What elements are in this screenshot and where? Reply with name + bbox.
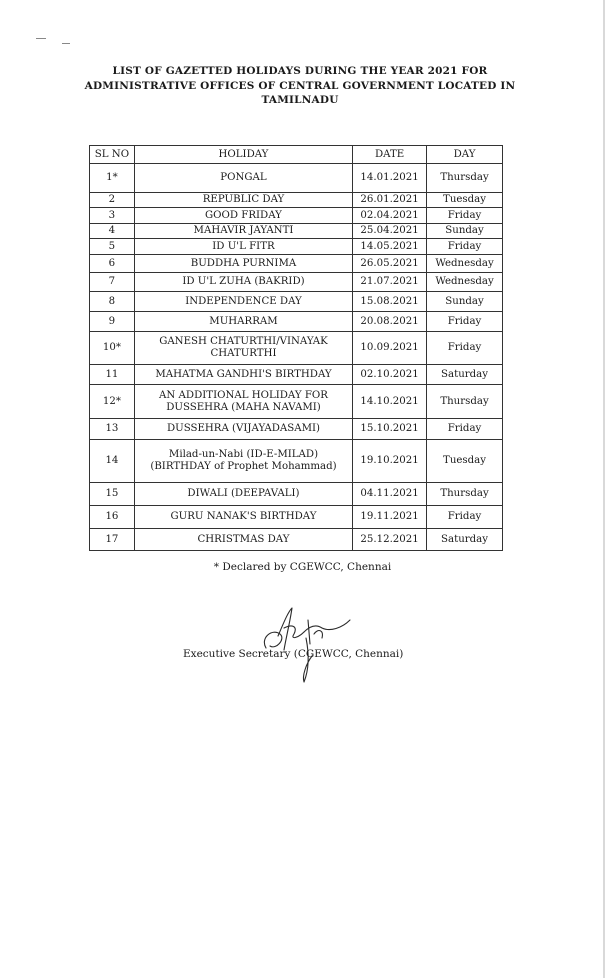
table-row	[90, 164, 503, 193]
cell-sl-no: 13	[90, 419, 135, 440]
cell-holiday	[134, 193, 352, 208]
cell-holiday	[134, 312, 352, 332]
cell-holiday	[134, 440, 352, 483]
cell-date: 26.05.2021	[353, 255, 427, 273]
cell-holiday	[134, 365, 352, 385]
cell-holiday	[134, 224, 352, 239]
header-date: DATE	[353, 146, 427, 164]
table-row	[90, 440, 503, 483]
holiday-name-line-2: (BIRTHDAY of Prophet Mohammad)	[150, 461, 337, 472]
holiday-table	[89, 145, 503, 551]
cell-date: 10.09.2021	[353, 332, 427, 365]
cell-date: 14.10.2021	[353, 385, 427, 419]
cell-day: Sunday	[427, 224, 503, 239]
holiday-name: ID U'L FITR	[212, 240, 275, 252]
cell-date: 21.07.2021	[353, 273, 427, 292]
cell-holiday	[134, 273, 352, 292]
holiday-name: REPUBLIC DAY	[202, 194, 285, 205]
table-row	[90, 273, 503, 292]
holiday-name: MAHATMA GANDHI'S BIRTHDAY	[155, 368, 332, 380]
cell-day: Wednesday	[427, 255, 503, 273]
cell-date: 14.01.2021	[353, 164, 427, 193]
table-row	[90, 312, 503, 332]
header-sl-no: SL NO	[90, 146, 135, 164]
holiday-name: GOOD FRIDAY	[205, 209, 282, 221]
cell-day: Thursday	[427, 164, 503, 193]
cell-holiday	[134, 208, 352, 224]
cell-day: Friday	[427, 332, 503, 365]
title-line-3: TAMILNADU	[261, 94, 339, 106]
cell-sl-no: 16	[90, 506, 135, 529]
table-row	[90, 193, 503, 208]
cell-date: 25.04.2021	[353, 224, 427, 239]
cell-day: Saturday	[427, 529, 503, 551]
table-row	[90, 529, 503, 551]
cell-date: 02.04.2021	[353, 208, 427, 224]
holiday-name-line-2: CHATURTHI	[210, 348, 277, 359]
table-row	[90, 239, 503, 255]
holiday-name: MUHARRAM	[209, 315, 278, 327]
holiday-name: PONGAL	[220, 172, 267, 183]
table-row	[90, 332, 503, 365]
cell-day: Thursday	[427, 385, 503, 419]
cell-holiday	[134, 332, 352, 365]
holiday-name: AN ADDITIONAL HOLIDAY FOR	[159, 389, 328, 401]
signatory-designation: Executive Secretary (CGEWCC, Chennai)	[183, 648, 404, 660]
cell-day: Friday	[427, 312, 503, 332]
cell-sl-no: 14	[90, 440, 135, 483]
cell-date: 19.10.2021	[353, 440, 427, 483]
cell-day: Friday	[427, 208, 503, 224]
holiday-name: ID U'L ZUHA (BAKRID)	[182, 276, 305, 287]
scan-mark	[36, 38, 46, 39]
cell-date: 19.11.2021	[353, 506, 427, 529]
cell-sl-no: 6	[90, 255, 135, 273]
cell-day: Tuesday	[427, 193, 503, 208]
cell-day: Thursday	[427, 483, 503, 506]
table-row	[90, 483, 503, 506]
cell-date: 15.08.2021	[353, 292, 427, 312]
holiday-name: GANESH CHATURTHI/VINAYAK	[159, 336, 328, 347]
cell-holiday	[134, 506, 352, 529]
cell-sl-no: 4	[90, 224, 135, 239]
cell-sl-no: 7	[90, 273, 135, 292]
holiday-name: CHRISTMAS DAY	[197, 533, 290, 545]
cell-date: 25.12.2021	[353, 529, 427, 551]
cell-holiday	[134, 483, 352, 506]
title-line-1: LIST OF GAZETTED HOLIDAYS DURING THE YEAR 2021 FOR	[112, 65, 488, 77]
cell-sl-no: 12*	[90, 385, 135, 419]
table-row	[90, 365, 503, 385]
table-row	[90, 255, 503, 273]
cell-sl-no: 11	[90, 365, 135, 385]
table-row	[90, 419, 503, 440]
header-day: DAY	[427, 146, 503, 164]
scan-mark	[62, 43, 70, 44]
cell-holiday	[134, 255, 352, 273]
cell-sl-no: 17	[90, 529, 135, 551]
cell-holiday	[134, 239, 352, 255]
table-row	[90, 208, 503, 224]
cell-sl-no: 9	[90, 312, 135, 332]
cell-date: 26.01.2021	[353, 193, 427, 208]
cell-date: 20.08.2021	[353, 312, 427, 332]
signature-image	[250, 598, 360, 688]
cell-day: Wednesday	[427, 273, 503, 292]
cell-holiday	[134, 164, 352, 193]
holiday-name: DIWALI (DEEPAVALI)	[187, 488, 300, 499]
cell-holiday	[134, 292, 352, 312]
cell-sl-no: 1*	[90, 164, 135, 193]
holiday-name: GURU NANAK'S BIRTHDAY	[170, 511, 317, 522]
cell-day: Saturday	[427, 365, 503, 385]
cell-sl-no: 2	[90, 193, 135, 208]
cell-date: 15.10.2021	[353, 419, 427, 440]
cell-sl-no: 5	[90, 239, 135, 255]
table-header-row	[90, 146, 503, 164]
table-row	[90, 292, 503, 312]
table-row	[90, 385, 503, 419]
cell-holiday	[134, 419, 352, 440]
cell-holiday	[134, 529, 352, 551]
title-line-2: ADMINISTRATIVE OFFICES OF CENTRAL GOVERNMENT LOCATED IN	[84, 79, 516, 92]
holiday-name: Milad-un-Nabi (ID-E-MILAD)	[168, 449, 319, 460]
holiday-name: MAHAVIR JAYANTI	[193, 225, 294, 236]
footnote: * Declared by CGEWCC, Chennai	[213, 561, 392, 573]
cell-date: 04.11.2021	[353, 483, 427, 506]
document-title	[80, 64, 520, 108]
cell-date: 14.05.2021	[353, 239, 427, 255]
cell-day: Sunday	[427, 292, 503, 312]
table-row	[90, 224, 503, 239]
cell-sl-no: 15	[90, 483, 135, 506]
table-row	[90, 506, 503, 529]
cell-holiday	[134, 385, 352, 419]
holiday-name-line-2: DUSSEHRA (MAHA NAVAMI)	[166, 401, 321, 413]
cell-date: 02.10.2021	[353, 365, 427, 385]
cell-sl-no: 3	[90, 208, 135, 224]
holiday-name: DUSSEHRA (VIJAYADASAMI)	[166, 423, 321, 434]
header-holiday: HOLIDAY	[134, 146, 352, 164]
holiday-name: INDEPENDENCE DAY	[185, 295, 302, 307]
cell-sl-no: 8	[90, 292, 135, 312]
cell-day: Friday	[427, 419, 503, 440]
cell-day: Tuesday	[427, 440, 503, 483]
holiday-name: BUDDHA PURNIMA	[190, 257, 297, 269]
cell-sl-no: 10*	[90, 332, 135, 365]
cell-day: Friday	[427, 506, 503, 529]
cell-day: Friday	[427, 239, 503, 255]
